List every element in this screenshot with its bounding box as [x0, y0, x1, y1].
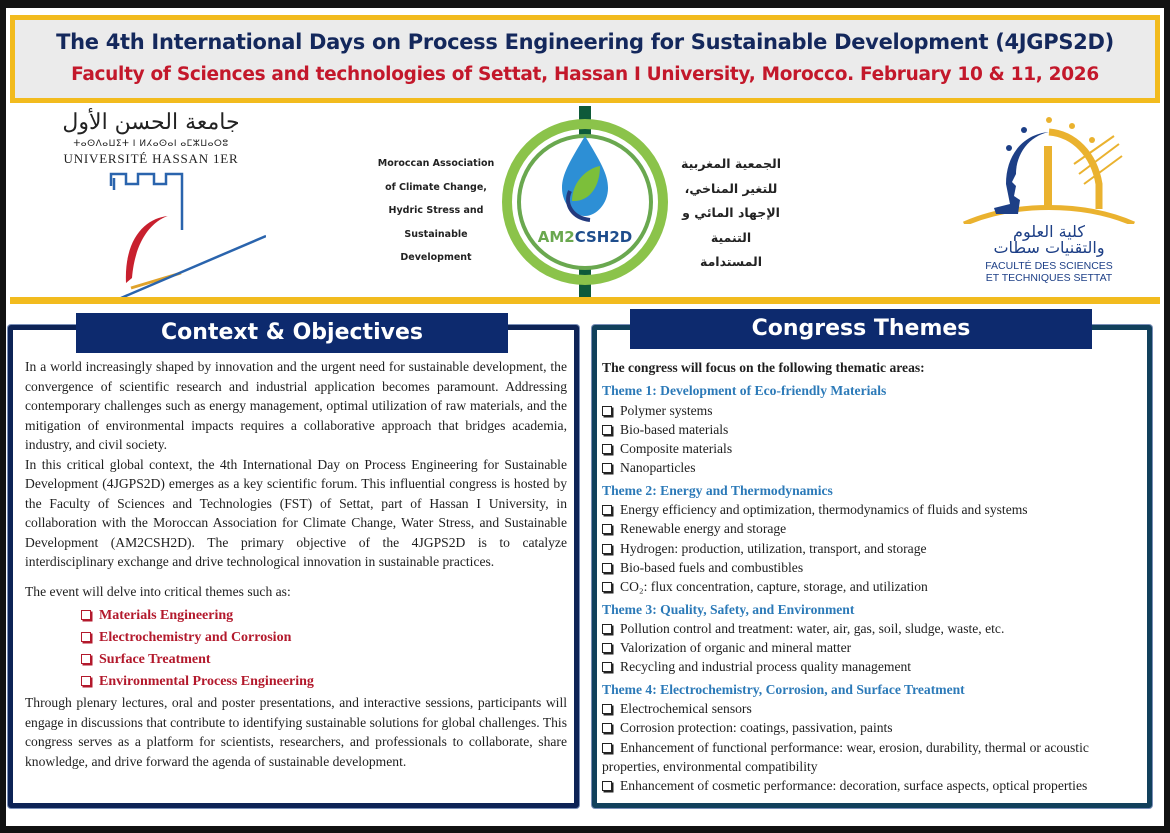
congress-themes-heading: Congress Themes: [630, 309, 1092, 349]
checkbox-icon: [602, 743, 612, 753]
theme-item: Polymer systems: [602, 401, 1142, 420]
themes-intro: The event will delve into critical themes such as:: [25, 583, 291, 599]
gold-divider: [10, 297, 1160, 304]
congress-body: [602, 358, 1142, 796]
checkbox-icon: [602, 425, 612, 435]
checkbox-icon: [81, 676, 91, 686]
conference-title: The 4th International Days on Process Engineering for Sustainable Development (4JGPS2D): [56, 30, 1114, 54]
theme-item: Renewable energy and storage: [602, 519, 1142, 538]
checkbox-icon: [602, 563, 612, 573]
theme-item: Composite materials: [602, 439, 1142, 458]
theme-item: Recycling and industrial process quality management: [602, 657, 1142, 676]
faculty-arabic-name: كلية العلوم والتقنيات سطات: [993, 222, 1105, 257]
theme-item: Electrochemical sensors: [602, 699, 1142, 718]
theme-item: Pollution control and treatment: water, air, gas, soil, sludge, waste, etc.: [602, 619, 1142, 638]
theme-4-items: [602, 699, 1142, 795]
conference-subtitle: Faculty of Sciences and technologies of Settat, Hassan I University, Morocco. February 10 & 11, 2026: [71, 64, 1099, 85]
key-theme-item: Electrochemistry and Corrosion: [81, 627, 567, 649]
theme-1-items: [602, 401, 1142, 478]
logos-row: [6, 106, 1164, 298]
faculty-french-name: FACULTÉ DES SCIENCES ET TECHNIQUES SETTAT: [985, 260, 1113, 284]
checkbox-icon: [81, 632, 91, 642]
association-arabic-name: الجمعية المغربية للتغير المناخي، الإجهاد المائي و التنمية المستدامة: [680, 156, 782, 269]
theme-item: Nanoparticles: [602, 458, 1142, 477]
theme-2-items: [602, 500, 1142, 596]
theme-item: Corrosion protection: coatings, passivation, paints: [602, 718, 1142, 737]
context-paragraph-3: Through plenary lectures, oral and poster presentations, and interactive sessions, participants will engage in discussions that contribute to identifying sustainable solutions for global challenges. This congress serves as a platform for scientists, researchers, and professionals to collaborate, share knowledge, and drive forward the agenda of sustainable development.: [25, 695, 567, 769]
theme-1-title: Theme 1: Development of Eco-friendly Materials: [602, 383, 887, 399]
theme-item: Enhancement of cosmetic performance: decoration, surface aspects, optical properties: [602, 776, 1142, 795]
theme-item: Bio-based fuels and combustibles: [602, 558, 1142, 577]
congress-intro: The congress will focus on the following thematic areas:: [602, 360, 925, 375]
key-theme-item: Materials Engineering: [81, 605, 567, 627]
checkbox-icon: [602, 723, 612, 733]
checkbox-icon: [602, 704, 612, 714]
key-themes-list: [81, 605, 567, 693]
checkbox-icon: [602, 444, 612, 454]
checkbox-icon: [602, 406, 612, 416]
water-drop-leaf-icon: [500, 106, 670, 298]
theme-item: Energy efficiency and optimization, thermodynamics of fluids and systems: [602, 500, 1142, 519]
theme-4-title: Theme 4: Electrochemistry, Corrosion, and Surface Treatment: [602, 681, 965, 697]
faculty-logo: [954, 114, 1144, 294]
context-paragraph-2: In this critical global context, the 4th International Day on Process Engineering for Sustainable Development (4JGPS2D) emerges as a key scientific forum. This influential congress is hosted by the Faculty of Sciences and Technologies (FST) of Settat, part of Hassan I University, in collaboration with the Moroccan Association for Climate Change, Water Stress, and Sustainable Development (AM2CSH2D). The primary objective of the 4JGPS2D is to catalyze interdisciplinary exchange and drive technological innovation in sustainable practices.: [25, 456, 567, 569]
header-banner: [10, 15, 1160, 103]
checkbox-icon: [602, 643, 612, 653]
checkbox-icon: [602, 582, 612, 592]
context-objectives-heading: Context & Objectives: [76, 313, 508, 353]
theme-item: Hydrogen: production, utilization, transport, and storage: [602, 539, 1142, 558]
theme-item: Enhancement of functional performance: wear, erosion, durability, thermal or acoustic properties, environmental compatibility: [602, 739, 1089, 774]
key-theme-item: Environmental Process Engineering: [81, 671, 567, 693]
association-english-name: Moroccan Association of Climate Change, Hydric Stress and Sustainable Development: [377, 158, 495, 263]
theme-2-title: Theme 2: Energy and Thermodynamics: [602, 482, 833, 498]
context-body: [25, 357, 567, 771]
university-arabic-name: جامعة الحسن الأول: [62, 110, 240, 135]
checkbox-icon: [602, 624, 612, 634]
university-tifinagh-name: ⵜⴰⵙⴷⴰⵡⵉⵜ ⵏ ⵍⵃⴰⵙⴰⵏ ⴰⵎⵣⵡⴰⵔⵓ: [73, 139, 229, 149]
theme-item: CO₂: flux concentration, capture, storage, and utilization: [602, 577, 1142, 596]
university-logo: [51, 110, 271, 300]
theme-item: Bio-based materials: [602, 420, 1142, 439]
theme-3-items: [602, 619, 1142, 677]
university-french-name: UNIVERSITÉ HASSAN 1ER: [63, 151, 239, 166]
checkbox-icon: [602, 781, 612, 791]
theme-item: Valorization of organic and mineral matter: [602, 638, 1142, 657]
association-logo: [500, 106, 670, 298]
key-theme-item: Surface Treatment: [81, 649, 567, 671]
checkbox-icon: [602, 463, 612, 473]
theme-3-title: Theme 3: Quality, Safety, and Environment: [602, 601, 855, 617]
checkbox-icon: [81, 610, 91, 620]
svg-text:AM2CSH2D: AM2CSH2D: [537, 228, 633, 246]
checkbox-icon: [602, 662, 612, 672]
faculty-emblem-icon: [954, 114, 1144, 224]
checkbox-icon: [602, 524, 612, 534]
checkbox-icon: [602, 505, 612, 515]
context-paragraph-1: In a world increasingly shaped by innovation and the urgent need for sustainable development, the convergence of scientific research and industrial application becomes paramount. Addressing contemporary challenges such as energy management, optimal utilization of raw materials, and the mitigation of environmental impacts requires a collaborative approach that bridges academia, industry, and civil society.: [25, 359, 567, 452]
university-tower-icon: [106, 168, 266, 298]
checkbox-icon: [602, 544, 612, 554]
checkbox-icon: [81, 654, 91, 664]
